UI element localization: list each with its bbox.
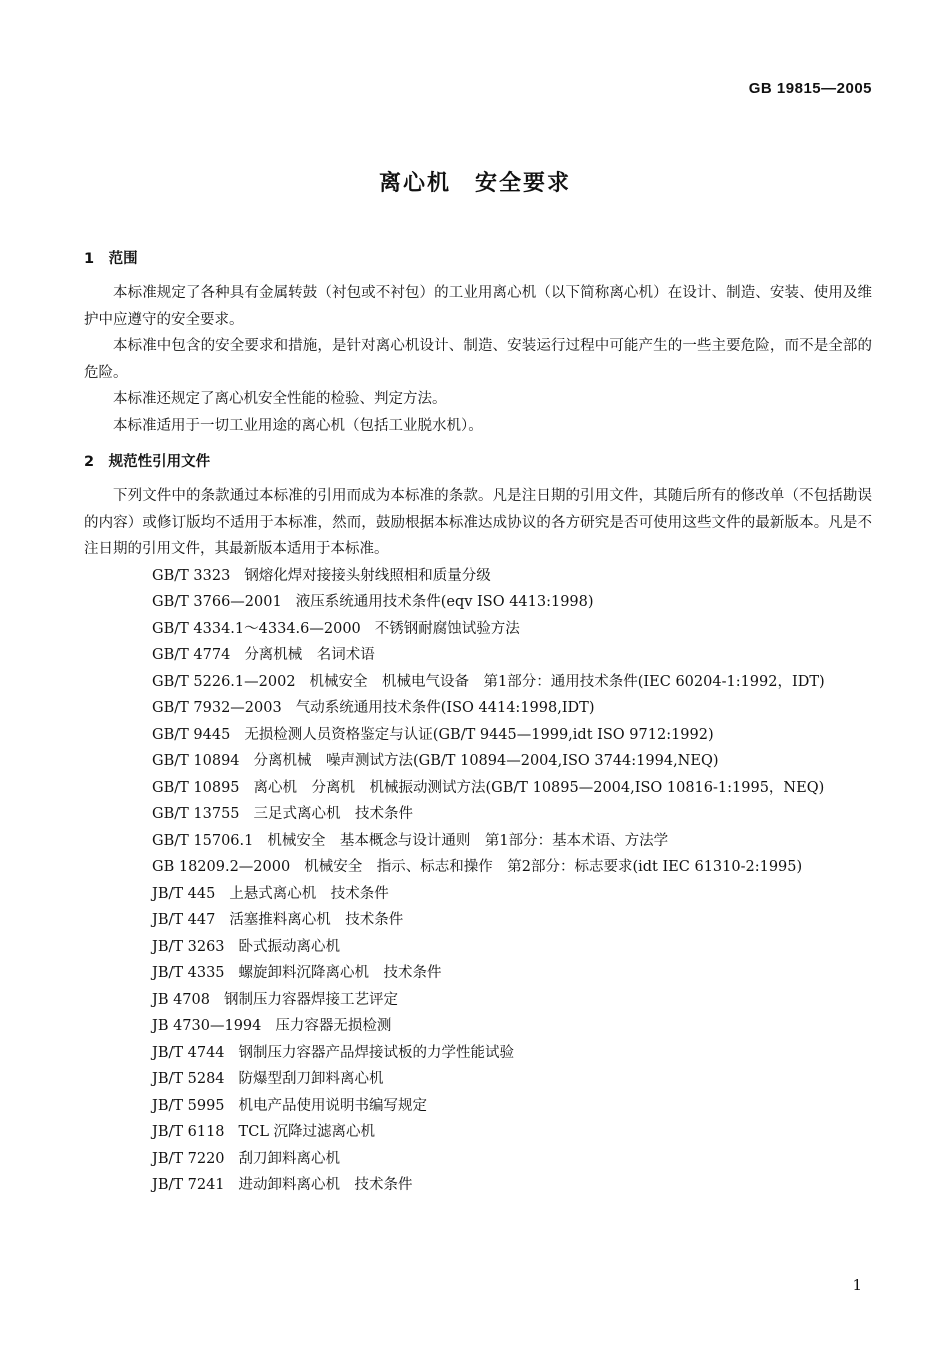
reference-code: JB/T 5284: [152, 1071, 225, 1087]
reference-code: GB/T 3766—2001: [152, 594, 282, 610]
reference-item: [84, 616, 872, 643]
scope-paragraph: 本标准还规定了离心机安全性能的检验、判定方法。: [113, 391, 447, 407]
section-normative-references: [84, 449, 872, 1199]
reference-item: [84, 1093, 872, 1120]
reference-item: [84, 934, 872, 961]
reference-item: [84, 1146, 872, 1173]
reference-code: GB/T 7932—2003: [152, 700, 282, 716]
reference-title: 活塞推料离心机 技术条件: [229, 912, 404, 928]
reference-code: GB/T 15706.1: [152, 832, 254, 849]
reference-title: 机械安全 指示、标志和操作 第2部分：标志要求(idt IEC 61310-2:1995): [304, 859, 803, 875]
reference-code: JB/T 447: [152, 912, 216, 928]
reference-item: [84, 1013, 872, 1040]
scope-paragraph: 本标准规定了各种具有金属转鼓（衬包或不衬包）的工业用离心机（以下简称离心机）在设计、制造、安装、使用及维护中应遵守的安全要求。: [84, 285, 872, 328]
reference-code: GB/T 10894: [152, 753, 240, 769]
reference-item: [84, 881, 872, 908]
reference-title: 不锈钢耐腐蚀试验方法: [374, 620, 520, 637]
reference-item: [84, 695, 872, 722]
reference-item: [84, 589, 872, 616]
reference-item: [84, 801, 872, 828]
section-heading-references: 2 规范性引用文件: [84, 454, 211, 470]
reference-title: 钢制压力容器焊接工艺评定: [223, 991, 398, 1008]
reference-code: GB/T 3323: [152, 567, 231, 584]
reference-title: 机电产品使用说明书编写规定: [238, 1097, 428, 1114]
reference-item: [84, 642, 872, 669]
reference-title: 刮刀卸料离心机: [238, 1150, 341, 1167]
scope-paragraph: 本标准中包含的安全要求和措施，是针对离心机设计、制造、安装运行过程中可能产生的一些主要危险，而不是全部的危险。: [84, 338, 872, 381]
reference-title: 螺旋卸料沉降离心机 技术条件: [238, 965, 442, 981]
document-body: [84, 240, 872, 1209]
reference-item: [84, 960, 872, 987]
reference-code: GB/T 4334.1～4334.6—2000: [152, 620, 361, 637]
reference-title: 压力容器无损检测: [275, 1018, 392, 1034]
reference-title: 三足式离心机 技术条件: [253, 806, 414, 822]
reference-code: GB 18209.2—2000: [152, 859, 291, 875]
reference-code: JB/T 6118: [152, 1124, 225, 1140]
reference-item: [84, 987, 872, 1014]
document-title: 离心机 安全要求: [378, 171, 571, 196]
reference-item: [84, 1040, 872, 1067]
reference-item: [84, 563, 872, 590]
reference-title: 上悬式离心机 技术条件: [229, 885, 389, 902]
reference-title: 卧式振动离心机: [238, 938, 341, 955]
reference-item: [84, 669, 872, 696]
section-heading-scope: 1 范围: [84, 251, 138, 267]
reference-title: 离心机 分离机 机械振动测试方法(GB/T 10895—2004,ISO 10816-1:1995，NEQ): [253, 779, 825, 796]
reference-code: JB/T 7220: [152, 1150, 225, 1167]
reference-title: TCL 沉降过滤离心机: [238, 1124, 376, 1140]
reference-title: 气动系统通用技术条件(ISO 4414:1998,IDT): [295, 700, 595, 716]
reference-code: JB/T 4744: [152, 1044, 225, 1061]
reference-title: 分离机械 噪声测试方法(GB/T 10894—2004,ISO 3744:1994,NEQ): [253, 753, 719, 769]
section-scope: [84, 246, 872, 439]
reference-item: [84, 854, 872, 881]
reference-code: JB/T 4335: [152, 965, 225, 981]
reference-item: [84, 1119, 872, 1146]
reference-title: 进动卸料离心机 技术条件: [238, 1177, 413, 1193]
reference-code: JB/T 5995: [152, 1097, 225, 1114]
reference-title: 液压系统通用技术条件(eqv ISO 4413:1998): [295, 594, 594, 610]
reference-code: JB/T 7241: [152, 1177, 225, 1193]
reference-item: [84, 828, 872, 855]
reference-item: [84, 748, 872, 775]
reference-code: JB 4730—1994: [152, 1018, 262, 1034]
reference-item: [84, 907, 872, 934]
reference-code: GB/T 9445: [152, 726, 231, 743]
reference-code: JB/T 3263: [152, 938, 225, 955]
scope-paragraph: 本标准适用于一切工业用途的离心机（包括工业脱水机）。: [113, 417, 483, 434]
reference-code: JB 4708: [152, 991, 210, 1008]
reference-code: GB/T 13755: [152, 806, 240, 822]
reference-code: GB/T 10895: [152, 779, 240, 796]
references-intro: 下列文件中的条款通过本标准的引用而成为本标准的条款。凡是注日期的引用文件，其随后所有的修改单（不包括勘误的内容）或修订版均不适用于本标准，然而，鼓励根据本标准达成协议的各方研究是否可使用这些文件的最新版本。凡是不注日期的引用文件，其最新版本适用于本标准。: [84, 488, 872, 557]
reference-item: [84, 1066, 872, 1093]
reference-title: 分离机械 名词术语: [244, 647, 375, 663]
reference-title: 钢熔化焊对接接头射线照相和质量分级: [244, 567, 491, 584]
reference-title: 机械安全 基本概念与设计通则 第1部分：基本术语、方法学: [267, 832, 669, 849]
reference-code: GB/T 4774: [152, 647, 231, 663]
reference-item: [84, 722, 872, 749]
standard-number: GB 19815—2005: [748, 80, 872, 97]
reference-title: 防爆型刮刀卸料离心机: [238, 1071, 384, 1087]
reference-title: 无损检测人员资格鉴定与认证(GB/T 9445—1999,idt ISO 9712:1992): [244, 726, 714, 743]
reference-title: 钢制压力容器产品焊接试板的力学性能试验: [238, 1044, 515, 1061]
reference-code: GB/T 5226.1—2002: [152, 673, 296, 690]
reference-code: JB/T 445: [152, 885, 216, 902]
page-number: 1: [852, 1276, 862, 1294]
reference-list: [84, 563, 872, 1199]
reference-item: [84, 775, 872, 802]
reference-title: 机械安全 机械电气设备 第1部分：通用技术条件(IEC 60204-1:1992，IDT): [309, 673, 825, 690]
reference-item: [84, 1172, 872, 1199]
